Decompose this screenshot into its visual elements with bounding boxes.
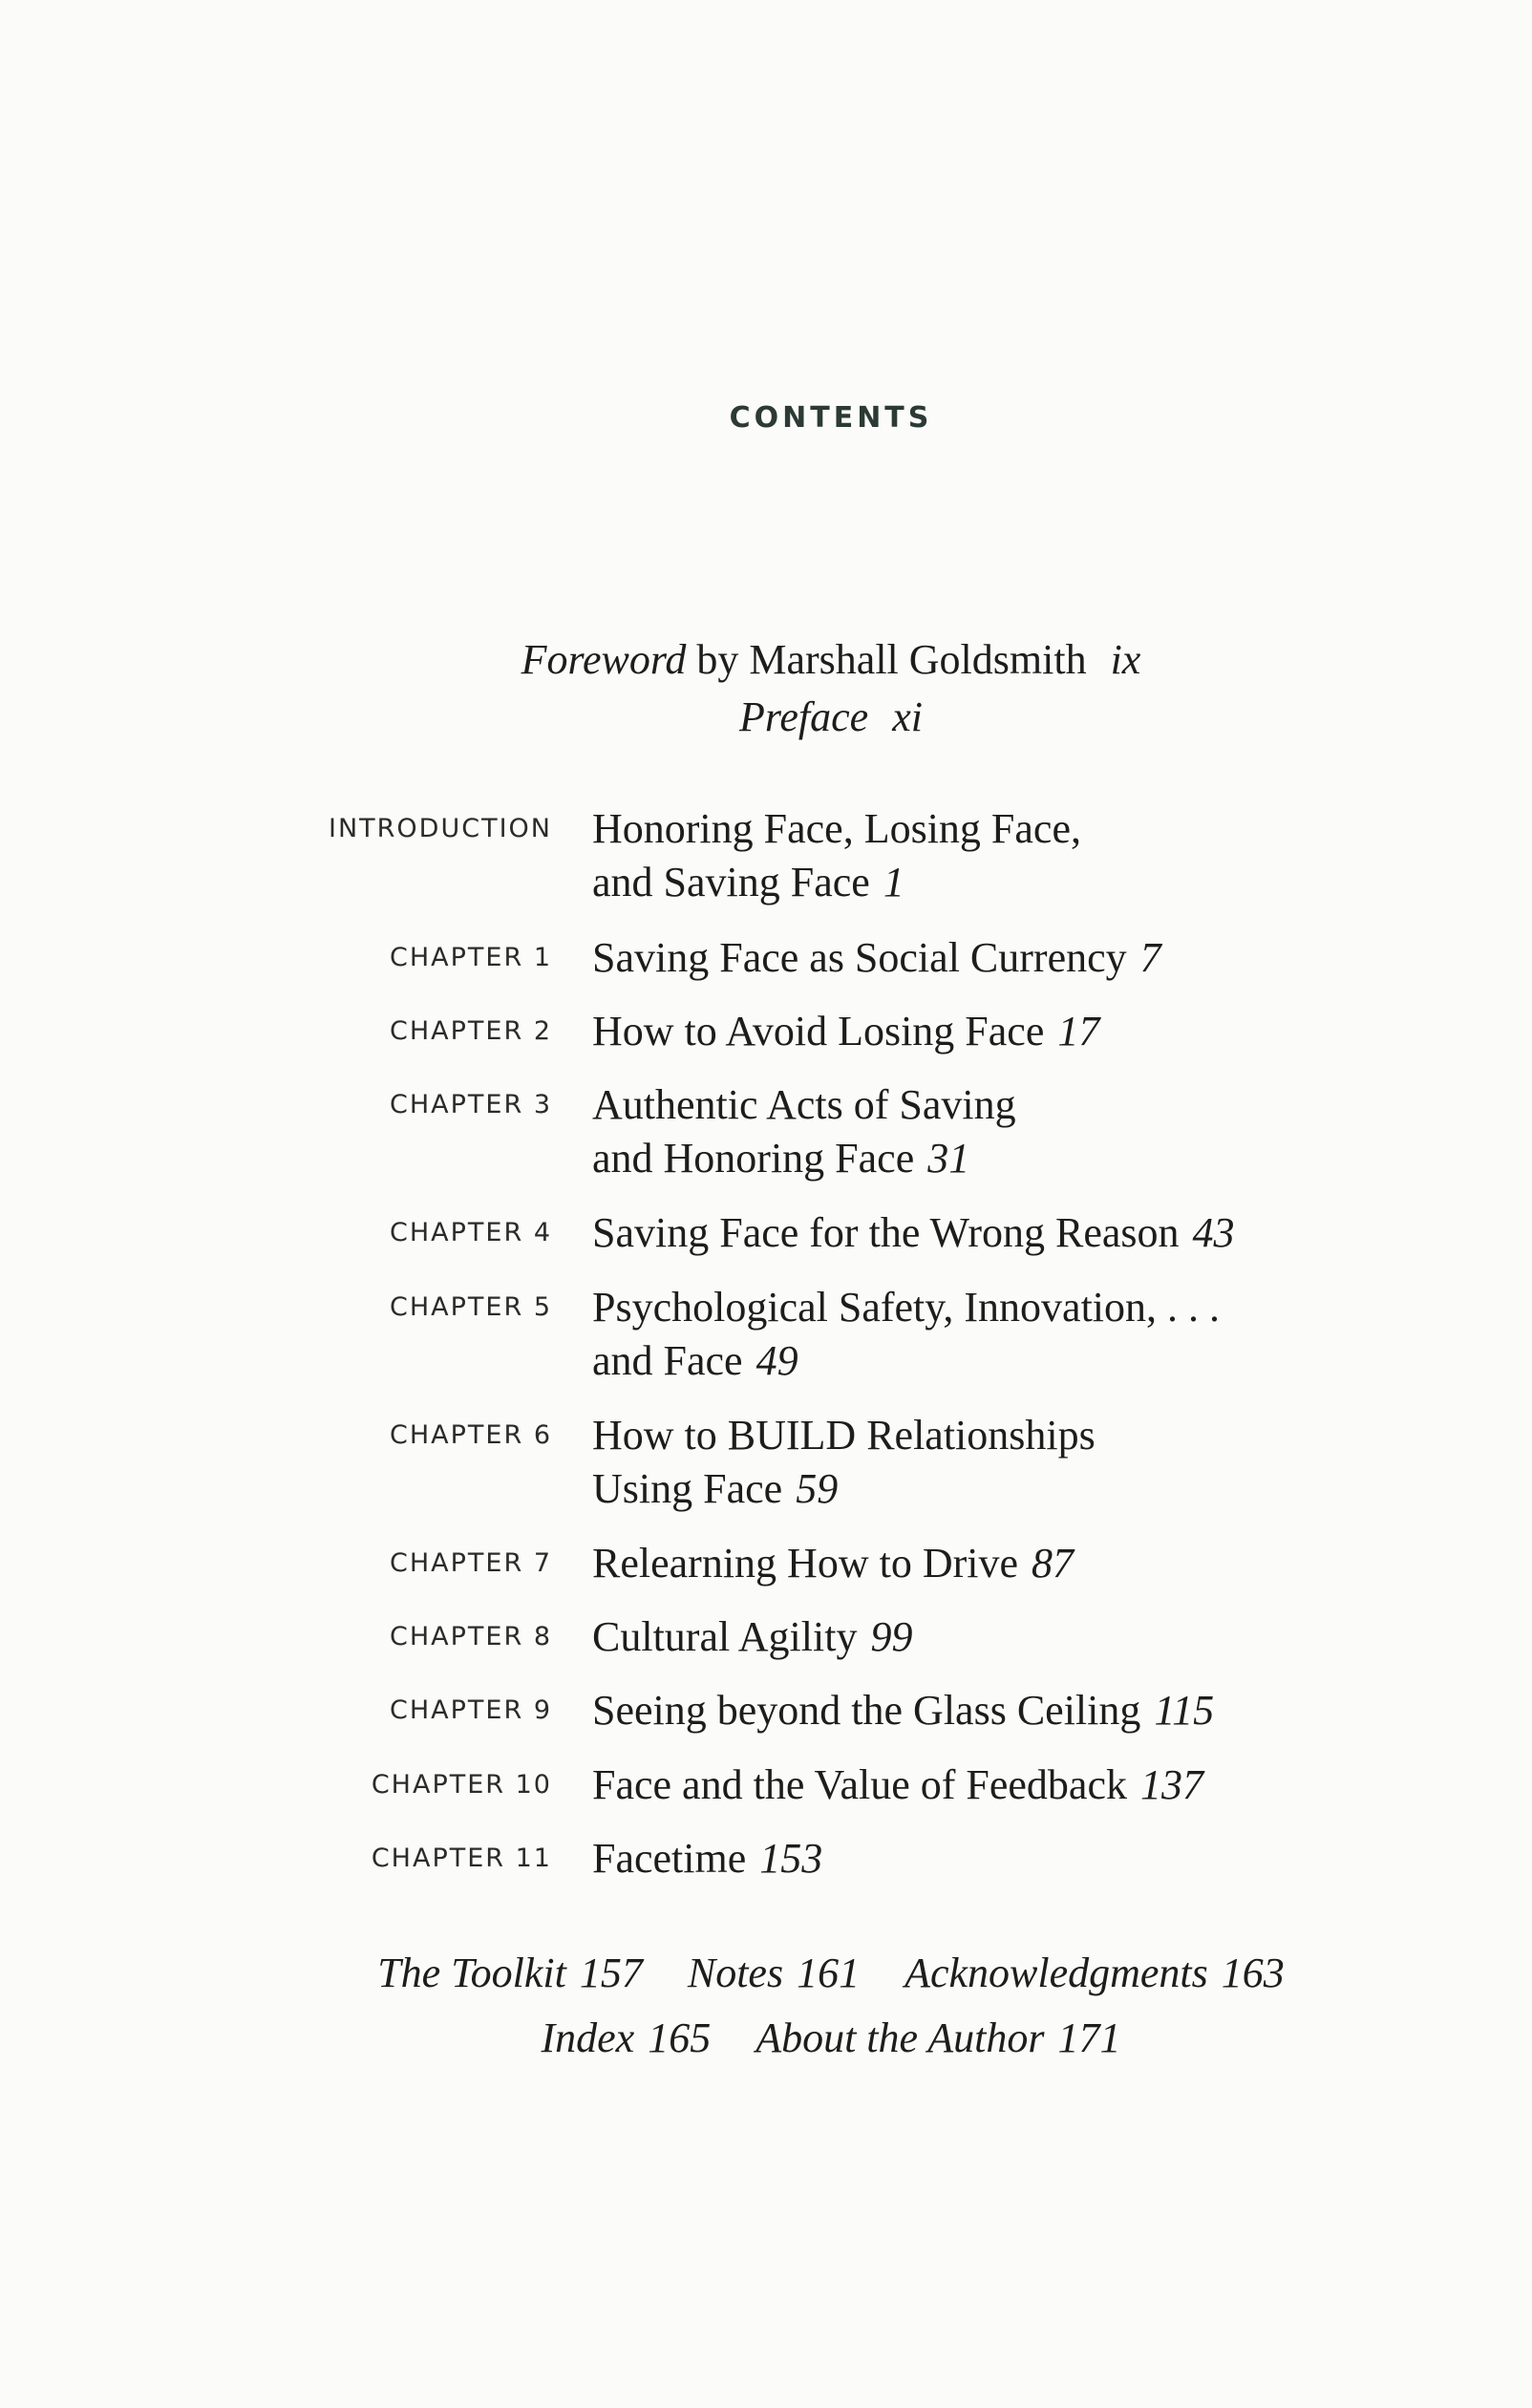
entry-title-line: Honoring Face, Losing Face, [592, 805, 1081, 852]
backmatter-title: About the Author [755, 2014, 1045, 2061]
entry-title [592, 1206, 1235, 1260]
entry-label: CHAPTER 5 [390, 1292, 552, 1322]
entry-page-number: 87 [1032, 1540, 1074, 1587]
entry-page-number: 43 [1192, 1209, 1235, 1256]
backmatter-title: Acknowledgments [904, 1950, 1208, 1996]
entry-title [592, 931, 1161, 985]
backmatter-about-the-author [755, 2014, 1120, 2061]
entry-label: CHAPTER 7 [390, 1548, 552, 1578]
entry-label: CHAPTER 4 [390, 1218, 552, 1247]
entry-page-number: 1 [883, 859, 904, 906]
backmatter-line [0, 2014, 1532, 2062]
entry-page-number: 59 [796, 1465, 839, 1512]
entry-label: CHAPTER 6 [390, 1420, 552, 1450]
backmatter-title: Notes [687, 1950, 784, 1996]
backmatter-page: 161 [797, 1950, 861, 1996]
entry-title-line: Seeing beyond the Glass Ceiling [592, 1687, 1141, 1734]
entry-title-line: and Honoring Face [592, 1135, 915, 1182]
foreword-title: Foreword [521, 636, 687, 683]
backmatter-index [541, 2014, 711, 2061]
entry-title-line: Facetime [592, 1835, 747, 1882]
entry-label: CHAPTER 3 [390, 1090, 552, 1119]
entry-title-line: How to Avoid Losing Face [592, 1008, 1045, 1055]
entry-title [592, 1281, 1220, 1388]
entry-page-number: 99 [870, 1613, 913, 1660]
entry-title-line: Cultural Agility [592, 1613, 858, 1660]
foreword-page: ix [1110, 636, 1141, 683]
entry-title [592, 1758, 1203, 1812]
entry-title-line: Saving Face as Social Currency [592, 934, 1127, 981]
entry-title [592, 802, 1081, 909]
entry-label: CHAPTER 9 [390, 1695, 552, 1725]
entry-page-number: 153 [759, 1835, 823, 1882]
entry-title [592, 1537, 1074, 1590]
entry-title-line: and Saving Face [592, 859, 870, 906]
entry-page-number: 115 [1154, 1687, 1215, 1734]
entry-page-number: 137 [1139, 1761, 1203, 1808]
entry-label: CHAPTER 10 [371, 1770, 552, 1800]
entry-label: CHAPTER 2 [390, 1016, 552, 1046]
entry-title-line: Using Face [592, 1465, 783, 1512]
entry-title-line: and Face [592, 1337, 743, 1384]
entry-title [592, 1005, 1099, 1058]
entry-title-line: Saving Face for the Wrong Reason [592, 1209, 1180, 1256]
entry-title [592, 1078, 1016, 1185]
entry-title [592, 1684, 1214, 1737]
backmatter-title: Index [541, 2014, 635, 2061]
backmatter-notes [688, 1950, 860, 1996]
entry-page-number: 17 [1057, 1008, 1100, 1055]
backmatter-page: 163 [1221, 1950, 1285, 1996]
backmatter-page: 157 [579, 1950, 643, 1996]
entry-title [592, 1610, 912, 1664]
entry-title-line: How to BUILD Relationships [592, 1412, 1096, 1459]
entry-label: CHAPTER 11 [371, 1843, 552, 1873]
backmatter-line [0, 1949, 1532, 1997]
entry-title [592, 1409, 1096, 1516]
entry-page-number: 49 [755, 1337, 798, 1384]
foreword-entry [0, 635, 1532, 686]
entry-label: INTRODUCTION [329, 814, 552, 843]
preface-page: xi [892, 693, 923, 740]
preface-entry [0, 693, 1532, 743]
preface-title: Preface [739, 693, 869, 740]
entry-title-line: Relearning How to Drive [592, 1540, 1018, 1587]
backmatter-page: 165 [648, 2014, 712, 2061]
backmatter-title: The Toolkit [377, 1950, 566, 1996]
entry-page-number: 7 [1139, 934, 1161, 981]
contents-heading: CONTENTS [729, 401, 933, 435]
backmatter-toolkit [377, 1950, 643, 1996]
backmatter-acknowledgments [904, 1950, 1285, 1996]
entry-title-line: Face and the Value of Feedback [592, 1761, 1127, 1808]
entry-title [592, 1832, 822, 1886]
entry-title-line: Psychological Safety, Innovation, . . . [592, 1284, 1221, 1331]
foreword-byline: by Marshall Goldsmith [696, 636, 1087, 683]
entry-label: CHAPTER 1 [390, 943, 552, 972]
entry-label: CHAPTER 8 [390, 1622, 552, 1652]
backmatter-page: 171 [1057, 2014, 1121, 2061]
entry-page-number: 31 [927, 1135, 970, 1182]
entry-title-line: Authentic Acts of Saving [592, 1081, 1016, 1128]
